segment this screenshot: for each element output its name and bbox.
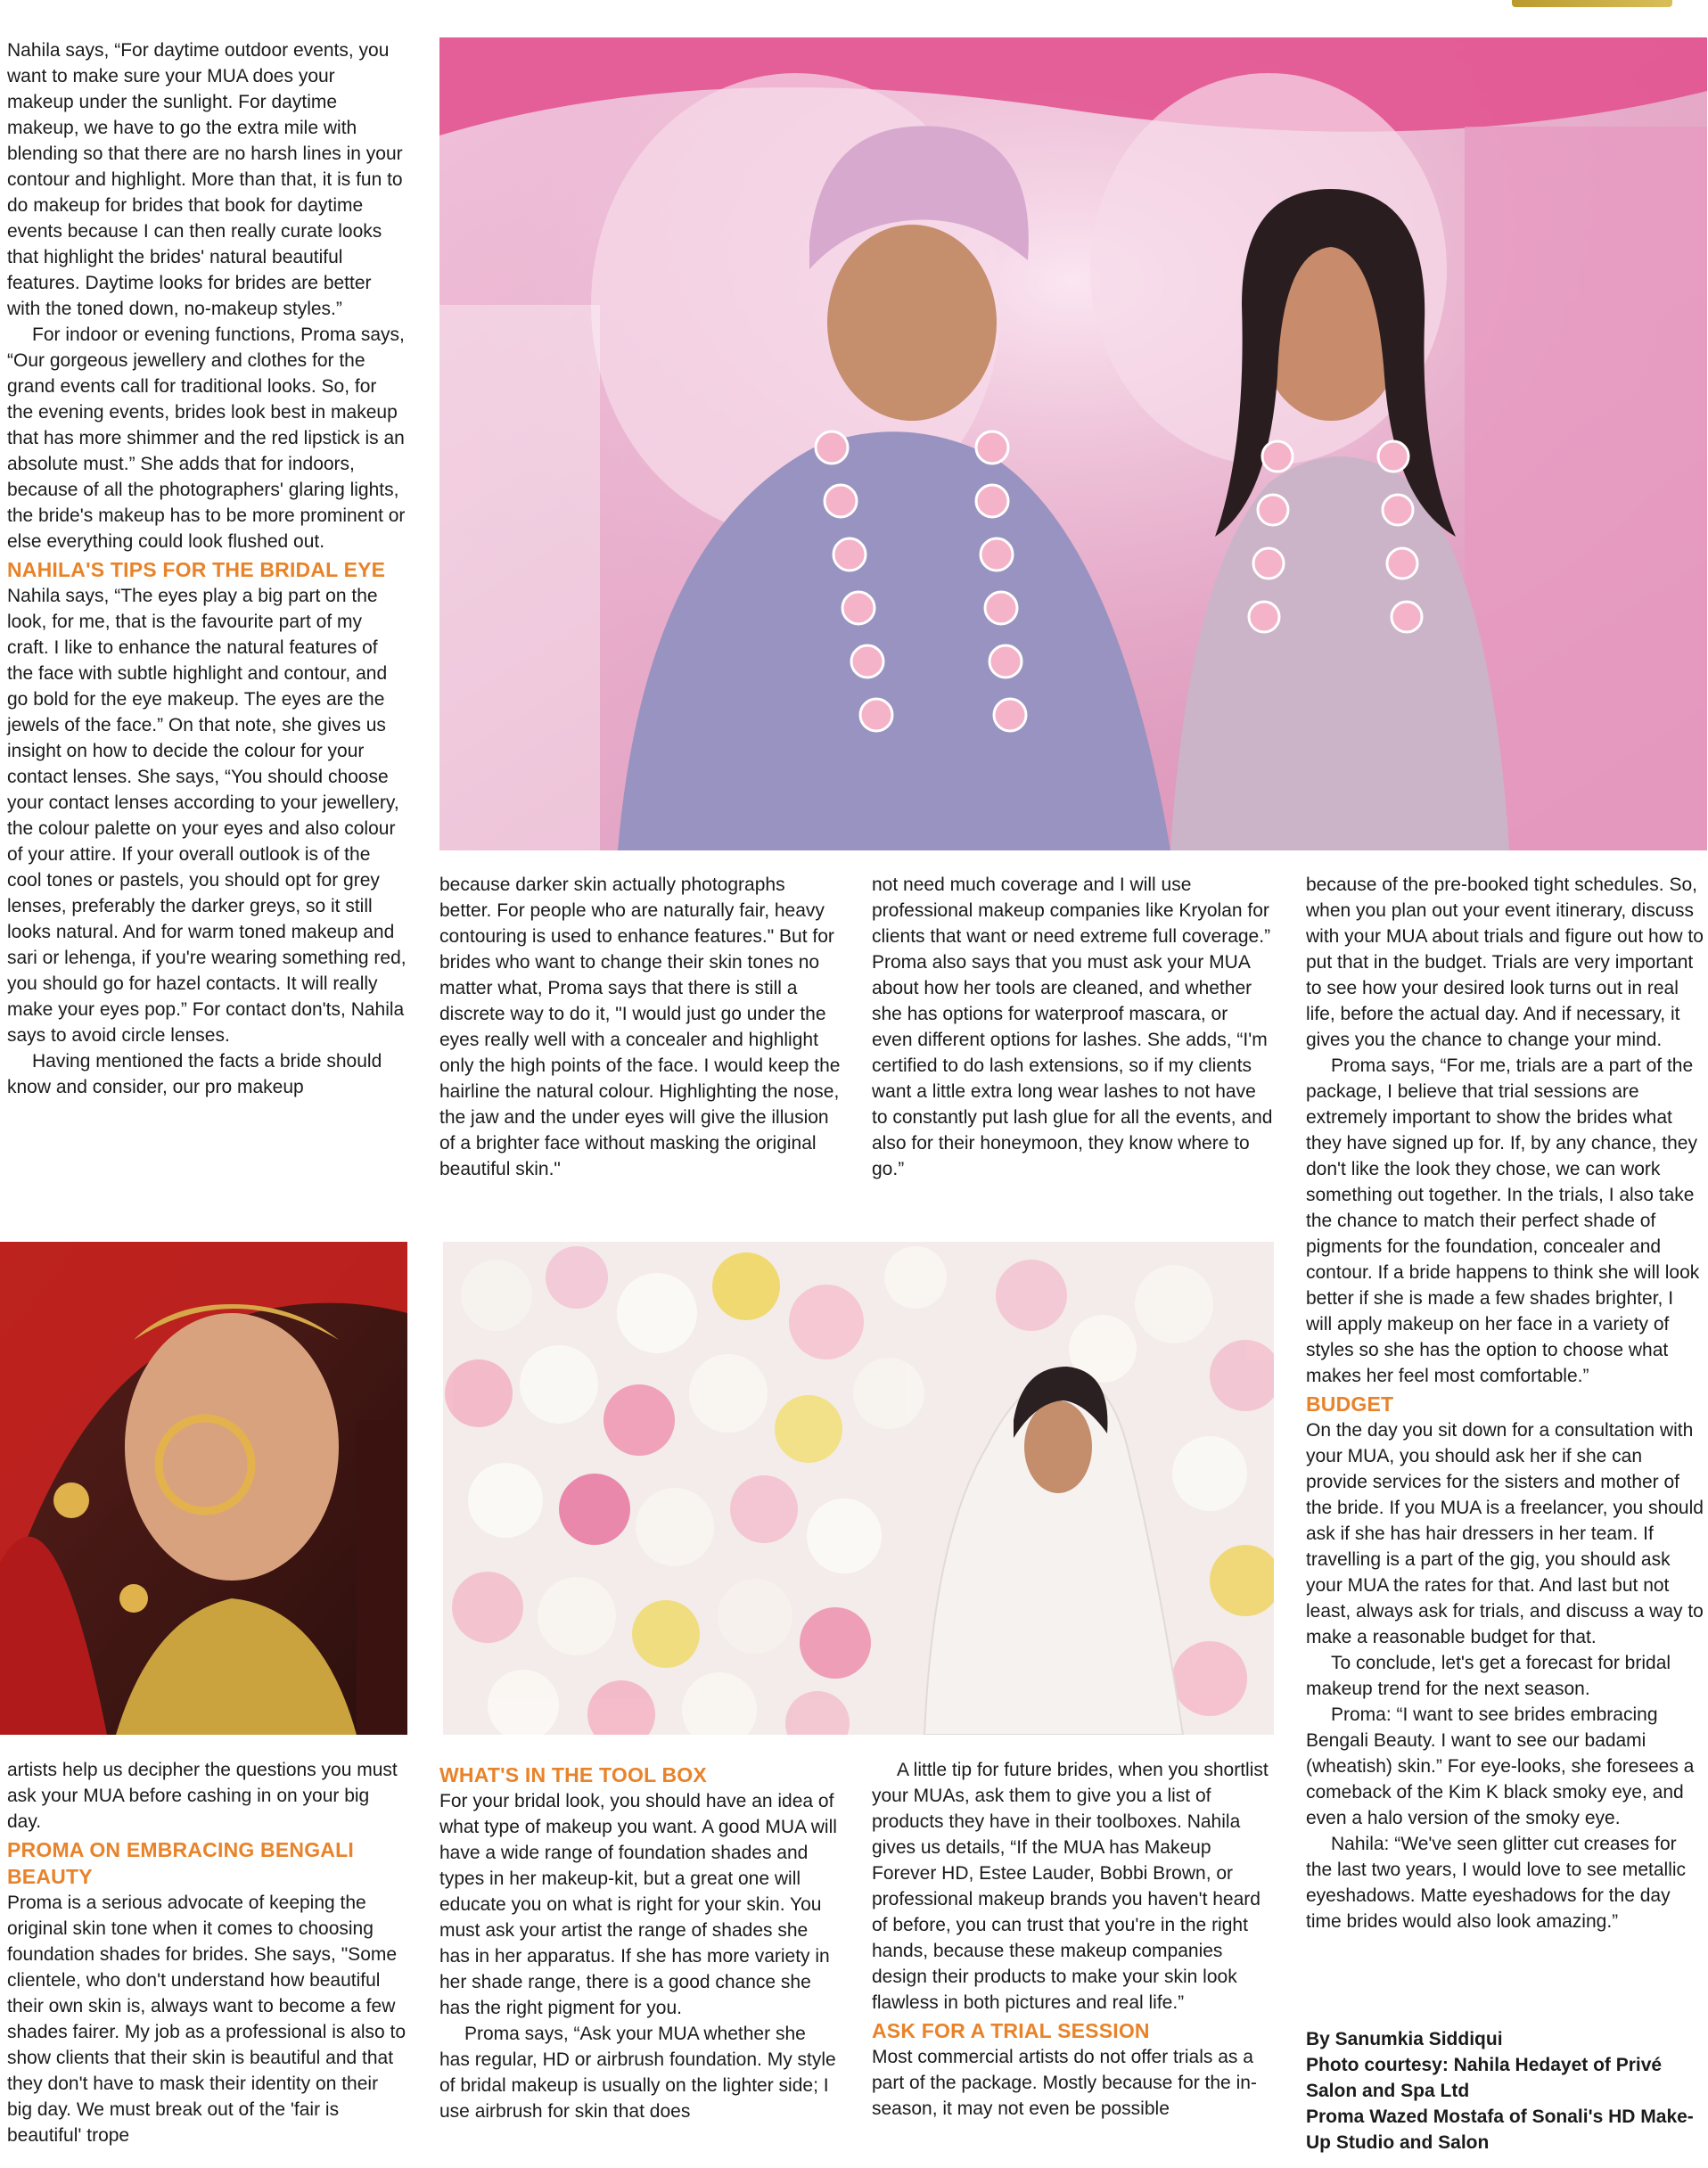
column-1-bottom	[7, 1757, 406, 2148]
paragraph: For indoor or evening functions, Proma says, “Our gorgeous jewellery and clothes for the grand events call for traditional looks. So, for the evening events, brides look best in makeup that has more shimmer and the red lipstick is an absolute must.” She adds that for indoors, because of all the photographers' glaring lights, the bride's makeup has to be more prominent or else everything could look flushed out.	[7, 324, 406, 552]
paragraph: because darker skin actually photographs better. For people who are naturally fair, heavy contouring is used to enhance features." But for brides who want to change their skin tones no matter what, Proma says that there is still a discrete way to do it, "I would just go under the eyes really well with a concealer and highlight only the high points of the face. I would keep the hairline the natural colour. Highlighting the nose, the jaw and the under eyes will give the illusion of a brighter face without masking the original beautiful skin."	[439, 875, 841, 1179]
section-heading: ASK FOR A TRIAL SESSION	[872, 2019, 1150, 2042]
column-4	[1306, 872, 1704, 1934]
paragraph: Having mentioned the facts a bride should know and consider, our pro makeup	[7, 1051, 382, 1097]
paragraph: because of the pre-booked tight schedules. So, when you plan out your event itinerary, discuss with your MUA about trials and figure out how to put that in the budget. Trials are very important to see how your desired look turns out in real life, before the actual day. And if necessary, it gives you the chance to change your mind.	[1306, 875, 1704, 1050]
paragraph: Most commercial artists do not offer trials as a part of the package. Mostly because for the in-season, it may not even be possible	[872, 2047, 1257, 2119]
column-3-top	[872, 872, 1273, 1182]
photo-credit-2: Proma Wazed Mostafa of Sonali's HD Make-Up Studio and Salon	[1306, 2106, 1694, 2153]
paragraph: On the day you sit down for a consultation with your MUA, you should ask her if she can provide services for the sisters and mother of the bride. If you MUA is a freelancer, you should ask if she has hair dressers in her team. If travelling is a part of the gig, you should ask your MUA the rates for that. And last but not least, always ask for trials, and discuss a way to make a reasonable budget for that.	[1306, 1420, 1704, 1647]
section-heading: BUDGET	[1306, 1392, 1394, 1416]
paragraph: A little tip for future brides, when you shortlist your MUAs, ask them to give you a list of products they have in their toolboxes. Nahila gives us details, “If the MUA has Makeup Forever HD, Estee Lauder, Bobbi Brown, or professional makeup brands you haven't heard of before, you can trust that you're in the right hands, because these makeup companies design their products to make your skin look flawless in both pictures and real life.”	[872, 1760, 1269, 2013]
bride-flower-wall-photo	[443, 1242, 1274, 1735]
masthead-mark	[1512, 0, 1672, 7]
paragraph: Proma is a serious advocate of keeping the original skin tone when it comes to choosing foundation shades for brides. She says, "Some clientele, who don't understand how beautiful their own skin is, always want to become a few shades fairer. My job as a professional is also to show clients that their skin is beautiful and that they don't have to mask their identity on their big day. We must break out of the 'fair is beautiful' trope	[7, 1893, 406, 2146]
paragraph: Proma: “I want to see brides embracing Bengali Beauty. I want to see our badami (wheatish) skin.” For eye-looks, she foresees a comeback of the Kim K black smoky eye, and even a halo version of the smoky eye.	[1306, 1704, 1695, 1828]
paragraph: Nahila says, “For daytime outdoor events, you want to make sure your MUA does your makeup under the sunlight. For daytime makeup, we have to go the extra mile with blending so that there are no harsh lines in your contour and highlight. More than that, it is fun to do makeup for brides that book for daytime events because I can then really curate looks that highlight the brides' natural beautiful features. Daytime looks for brides are better with the toned down, no-makeup styles.”	[7, 40, 403, 319]
paragraph: not need much coverage and I will use professional makeup companies like Kryolan for clients that want or need extreme full coverage.” Proma also says that you must ask your MUA about how her tools are cleaned, and whether she has options for waterproof mascara, or even different options for lashes. She adds, “I'm certified to do lash extensions, so if my clients want a little extra long wear lashes to not have to constantly put lash glue for all the events, and also for their honeymoon, they know where to go.”	[872, 875, 1273, 1179]
byline: By Sanumkia Siddiqui	[1306, 2029, 1503, 2049]
paragraph: To conclude, let's get a forecast for bridal makeup trend for the next season.	[1306, 1653, 1671, 1699]
photo-credit-1: Photo courtesy: Nahila Hedayet of Privé Salon and Spa Ltd	[1306, 2055, 1663, 2101]
section-heading: WHAT'S IN THE TOOL BOX	[439, 1763, 707, 1786]
paragraph: Nahila says, “The eyes play a big part on the look, for me, that is the favourite part of my craft. I like to enhance the natural features of the face with subtle highlight and contour, and go bold for the eye makeup. The eyes are the jewels of the face.” On that note, she gives us insight on how to decide the colour for your contact lenses. She says, “You should choose your contact lenses according to your jewellery, the colour palette on your eyes and also colour of your attire. If your overall outlook is of the cool tones or pastels, you should opt for grey lenses, preferably the darker greys, so it still looks natural. And for warm toned makeup and sari or lehenga, if you're wearing something red, you should go for hazel contacts. It will really make your eyes pop.” For contact don'ts, Nahila says to avoid circle lenses.	[7, 586, 406, 1046]
section-heading: PROMA ON EMBRACING BENGALI BEAUTY	[7, 1838, 354, 1888]
bride-red-veil-portrait	[0, 1242, 407, 1735]
section-heading: NAHILA'S TIPS FOR THE BRIDAL EYE	[7, 558, 386, 581]
paragraph: artists help us decipher the questions you must ask your MUA before cashing in on your big day.	[7, 1760, 398, 1832]
column-2-top	[439, 872, 841, 1182]
paragraph: Proma says, “Ask your MUA whether she has regular, HD or airbrush foundation. My style of bridal makeup is usually on the lighter side; I use airbrush for skin that does	[439, 2024, 836, 2122]
paragraph: Nahila: “We've seen glitter cut creases for the last two years, I would love to see metallic eyeshadows. Matte eyeshadows for the day time brides would also look amazing.”	[1306, 1834, 1687, 1932]
column-2-bottom	[439, 1760, 841, 2124]
column-1-top	[7, 37, 406, 1100]
column-3-bottom	[872, 1757, 1273, 2122]
article-credits	[1306, 2026, 1704, 2156]
couple-wedding-photo	[439, 37, 1707, 850]
paragraph: Proma says, “For me, trials are a part of the package, I believe that trial sessions are extremely important to show the brides what they have signed up for. If, by any chance, they don't like the look they chose, we can work something out together. In the trials, I also take the chance to match their perfect shade of pigments for the foundation, concealer and contour. If a bride happens to think she will look better if she is made a few shades brighter, I will apply makeup on her face in a variety of styles so she has the option to choose what makes her feel most comfortable.”	[1306, 1055, 1700, 1386]
paragraph: For your bridal look, you should have an idea of what type of makeup you want. A good MUA will have a wide range of foundation shades and types in her makeup-kit, but a great one will educate you on what is right for your skin. You must ask your artist the range of shades she has in her apparatus. If she has more variety in her shade range, there is a good chance she has the right pigment for you.	[439, 1791, 837, 2018]
